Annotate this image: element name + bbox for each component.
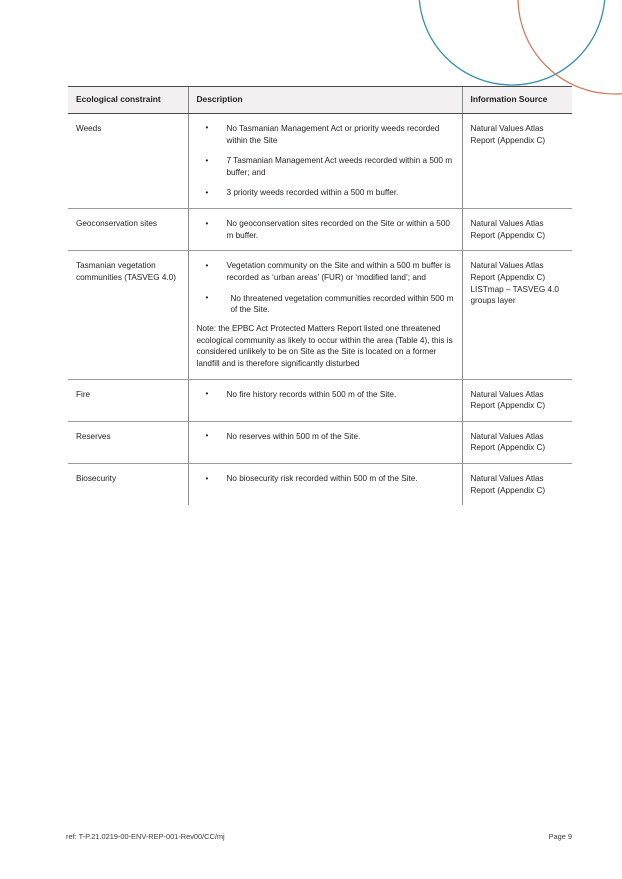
list-item: • No reserves within 500 m of the Site. xyxy=(197,431,454,443)
constraint-description xyxy=(188,113,462,208)
ecological-constraints-table xyxy=(68,86,572,505)
constraint-description xyxy=(188,464,462,506)
information-source xyxy=(462,379,572,421)
constraint-description xyxy=(188,379,462,421)
source-line: Natural Values Atlas Report (Appendix C) xyxy=(470,389,546,411)
list-item: • No geoconservation sites recorded on the Site or within a 500 m buffer. xyxy=(197,218,454,241)
blue-circle-arc xyxy=(419,0,605,85)
source-line: Natural Values Atlas Report (Appendix C) xyxy=(470,431,546,453)
source-line: LISTmap – TASVEG 4.0 groups layer xyxy=(470,284,559,306)
list-item: • Vegetation community on the Site and within a 500 m buffer is recorded as ‘urban areas’ (FUR) or ‘modified land’; and xyxy=(197,260,454,283)
table-row xyxy=(68,379,572,421)
table-row xyxy=(68,113,572,208)
source-line: Natural Values Atlas Report (Appendix C) xyxy=(470,261,546,283)
list-item: • No fire history records within 500 m of the Site. xyxy=(197,389,454,401)
source-line: Natural Values Atlas Report (Appendix C) xyxy=(470,219,546,240)
information-source xyxy=(462,251,572,379)
list-item: • No threatened vegetation communities recorded within 500 m of the Site. xyxy=(197,293,454,316)
information-source xyxy=(462,464,572,506)
source-line: Natural Values Atlas Report (Appendix C) xyxy=(470,474,546,495)
description-bullet-list xyxy=(197,473,454,485)
constraint-name: Weeds xyxy=(68,113,188,208)
list-item: • 3 priority weeds recorded within a 500 m buffer. xyxy=(197,187,454,199)
description-bullet-list xyxy=(197,389,454,401)
source-line: Natural Values Atlas Report (Appendix C) xyxy=(470,123,546,145)
table-header xyxy=(68,87,572,114)
list-item: • No Tasmanian Management Act or priority weeds recorded within the Site xyxy=(197,123,454,146)
table-row xyxy=(68,421,572,463)
information-source xyxy=(462,209,572,251)
constraint-description xyxy=(188,421,462,463)
information-source xyxy=(462,421,572,463)
table-row xyxy=(68,209,572,251)
footer-reference: ref: T-P.21.0219-00-ENV-REP-001-Rev00/CC/mj xyxy=(66,832,225,841)
constraint-name: Biosecurity xyxy=(76,474,117,484)
orange-circle-arc xyxy=(518,0,622,94)
description-note: Note: the EPBC Act Protected Matters Report listed one threatened ecological community as likely to occur within the area (Table 4), this is considered unlikely to be on Site as the Site is located on a former landfill and is therefore significantly disturbed xyxy=(196,323,453,368)
footer-page-number: Page 9 xyxy=(548,832,572,841)
description-bullet-list xyxy=(197,260,454,316)
table-header-row xyxy=(68,87,572,114)
header-description: Description xyxy=(188,87,462,114)
constraint-description xyxy=(188,209,462,251)
description-bullet-list xyxy=(197,218,454,241)
list-item: • 7 Tasmanian Management Act weeds recorded within a 500 m buffer; and xyxy=(197,155,454,178)
table-row xyxy=(68,464,572,506)
constraint-name: Fire xyxy=(68,379,188,421)
list-item: • No biosecurity risk recorded within 500 m of the Site. xyxy=(197,473,454,485)
description-bullet-list xyxy=(197,123,454,199)
page-footer xyxy=(66,832,572,841)
information-source xyxy=(462,113,572,208)
constraint-name: Tasmanian vegetation communities (TASVEG 4.0) xyxy=(68,251,188,379)
constraint-name: Reserves xyxy=(68,421,188,463)
header-ecological-constraint: Ecological constraint xyxy=(68,87,188,114)
header-information-source: Information Source xyxy=(462,87,572,114)
constraint-name: Geoconservation sites xyxy=(68,209,188,251)
table-body xyxy=(68,113,572,505)
description-bullet-list xyxy=(197,431,454,443)
constraint-description xyxy=(188,251,462,379)
table-row xyxy=(68,251,572,379)
